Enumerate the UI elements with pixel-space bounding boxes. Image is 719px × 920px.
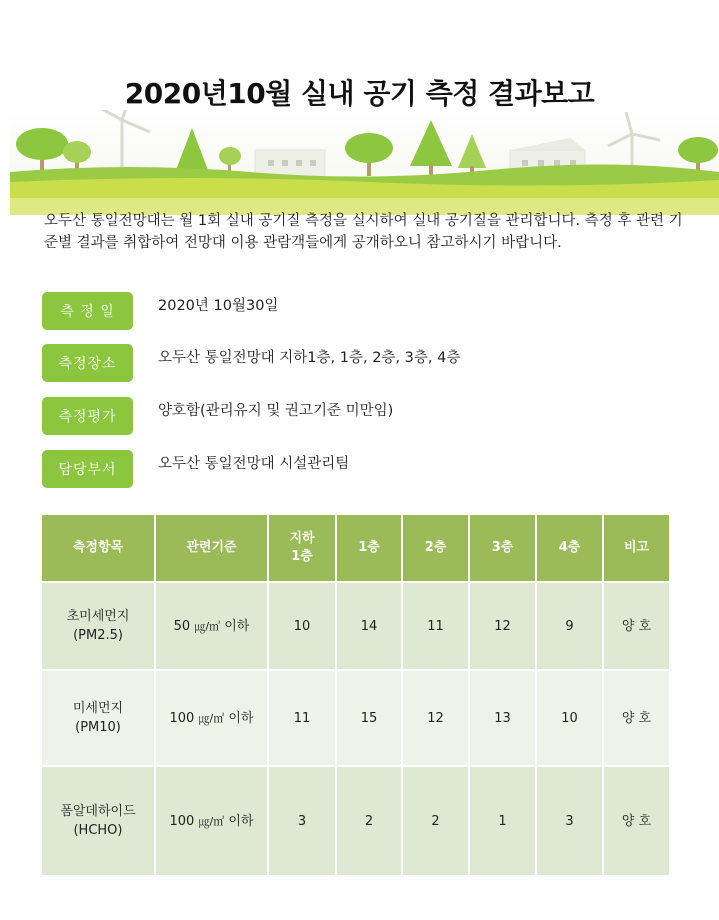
info-label: 측정평가 bbox=[42, 397, 133, 435]
note-cell: 양 호 bbox=[603, 766, 669, 875]
value-cell: 13 bbox=[469, 670, 536, 766]
value-cell: 10 bbox=[536, 670, 603, 766]
value-cell: 12 bbox=[469, 582, 536, 670]
info-value: 오두산 통일전망대 시설관리팀 bbox=[158, 456, 350, 472]
standard-qualifier: 이하 bbox=[224, 618, 250, 634]
item-cell bbox=[42, 766, 155, 875]
info-value: 오두산 통일전망대 지하1층, 1층, 2층, 3층, 4층 bbox=[158, 350, 461, 366]
item-code: (PM2.5) bbox=[73, 628, 123, 643]
column-header: 관련기준 bbox=[155, 515, 268, 582]
info-value: 2020년 10월30일 bbox=[158, 298, 279, 314]
value-cell: 2 bbox=[336, 766, 402, 875]
item-cell bbox=[42, 582, 155, 670]
standard-cell bbox=[155, 766, 268, 875]
table-row bbox=[42, 582, 669, 670]
column-header: 3층 bbox=[469, 515, 536, 582]
value-cell: 3 bbox=[268, 766, 336, 875]
standard-unit: ㎍/㎥ bbox=[198, 711, 225, 725]
standard-cell bbox=[155, 670, 268, 766]
value-cell: 14 bbox=[336, 582, 402, 670]
value-cell: 9 bbox=[536, 582, 603, 670]
item-name: 미세먼지 bbox=[72, 701, 124, 716]
item-code: (PM10) bbox=[75, 720, 121, 735]
standard-qualifier: 이하 bbox=[228, 813, 254, 829]
info-row-evaluation bbox=[42, 397, 682, 435]
info-label: 담당부서 bbox=[42, 450, 133, 488]
info-row-location bbox=[42, 344, 682, 382]
page-title: 2020년10월 실내 공기 측정 결과보고 bbox=[124, 77, 595, 110]
note-cell: 양 호 bbox=[603, 582, 669, 670]
column-header: 지하 1층 bbox=[268, 515, 336, 582]
column-header: 측정항목 bbox=[42, 515, 155, 582]
value-cell: 15 bbox=[336, 670, 402, 766]
column-header: 비고 bbox=[603, 515, 669, 582]
info-row-date bbox=[42, 292, 682, 330]
standard-value: 50 bbox=[173, 618, 191, 634]
column-header: 2층 bbox=[402, 515, 469, 582]
item-name: 초미세먼지 bbox=[66, 609, 130, 624]
item-cell bbox=[42, 670, 155, 766]
intro-paragraph: 오두산 통일전망대는 월 1회 실내 공기질 측정을 실시하여 실내 공기질을 관리합니다. 측정 후 관련 기준별 결과를 취합하여 전망대 이용 관람객들에게 공개하오니 참고하시기 바랍니다. bbox=[44, 213, 683, 251]
table-header-row bbox=[42, 515, 669, 582]
value-cell: 10 bbox=[268, 582, 336, 670]
standard-unit: ㎍/㎥ bbox=[194, 619, 221, 633]
value-cell: 3 bbox=[536, 766, 603, 875]
item-code: (HCHO) bbox=[73, 823, 123, 838]
info-value: 양호함(관리유지 및 권고기준 미만임) bbox=[158, 403, 394, 419]
info-label: 측정장소 bbox=[42, 344, 133, 382]
column-header: 1층 bbox=[336, 515, 402, 582]
standard-value: 100 bbox=[169, 813, 195, 829]
value-cell: 1 bbox=[469, 766, 536, 875]
standard-value: 100 bbox=[169, 710, 195, 726]
standard-qualifier: 이하 bbox=[228, 710, 254, 726]
table-row bbox=[42, 670, 669, 766]
value-cell: 11 bbox=[402, 582, 469, 670]
info-row-department bbox=[42, 450, 682, 488]
item-name: 폼알데하이드 bbox=[60, 804, 136, 819]
info-label: 측 정 일 bbox=[42, 292, 133, 330]
standard-unit: ㎍/㎥ bbox=[198, 814, 225, 828]
value-cell: 2 bbox=[402, 766, 469, 875]
landscape-illustration bbox=[10, 110, 719, 215]
value-cell: 12 bbox=[402, 670, 469, 766]
value-cell: 11 bbox=[268, 670, 336, 766]
measurement-table bbox=[42, 515, 669, 875]
standard-cell bbox=[155, 582, 268, 670]
note-cell: 양 호 bbox=[603, 670, 669, 766]
table-row bbox=[42, 766, 669, 875]
column-header: 4층 bbox=[536, 515, 603, 582]
